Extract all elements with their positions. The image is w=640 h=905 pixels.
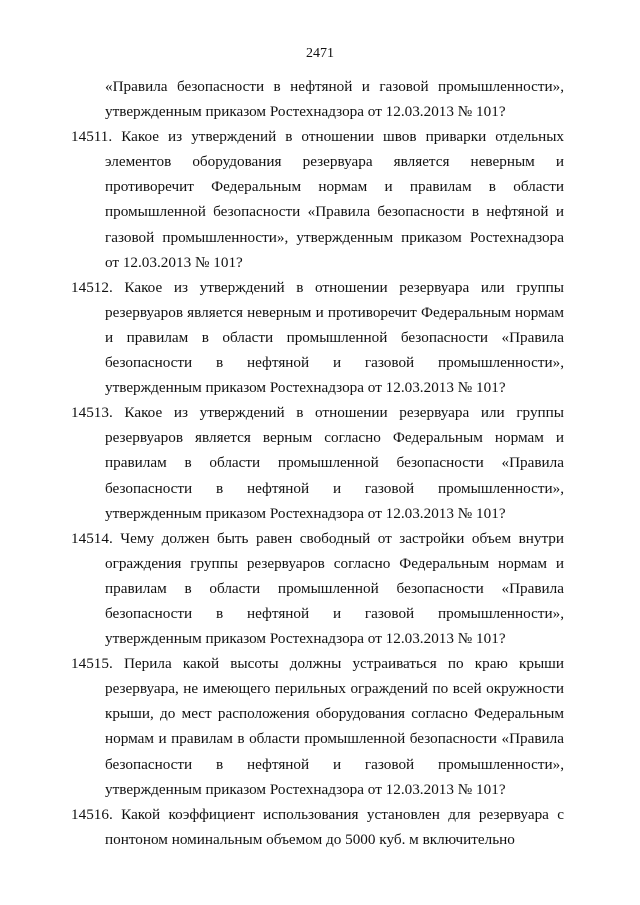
question-text: Перила какой высоты должны устраиваться по краю крыши резервуара, не имеющего перильных ограждений по всей окружности крыши, до мест расположения оборудования согласно Федеральным нормам и правилам в области промышленной безопасности «Правила безопасности в нефтяной и газовой промышленности», утвержденным приказом Ростехнадзора от 12.03.2013 № 101? (105, 655, 564, 798)
question-number: 14513. (71, 404, 113, 422)
question-number: 14515. (71, 655, 113, 673)
question-item (71, 400, 564, 525)
question-list (71, 74, 565, 852)
question-item (71, 651, 564, 802)
continuation-text: «Правила безопасности в нефтяной и газовой промышленности», утвержденным приказом Ростехнадзора от 12.03.2013 № 101? (105, 78, 564, 121)
question-text: Какое из утверждений в отношении резервуара или группы резервуаров является верным согласно Федеральным нормам и правилам в области промышленной безопасности «Правила безопасности в нефтяной и газовой промышленности», утвержденным приказом Ростехнадзора от 12.03.2013 № 101? (105, 404, 564, 522)
question-number: 14514. (71, 529, 113, 547)
question-item (71, 124, 565, 275)
question-item (71, 802, 565, 852)
page-number: 2471 (306, 46, 334, 61)
question-number: 14516. (71, 805, 113, 823)
question-text: Чему должен быть равен свободный от застройки объем внутри ограждения группы резервуаров согласно Федеральным нормам и правилам в области промышленной безопасности «Правила безопасности в нефтяной и газовой промышленности», утвержденным приказом Ростехнадзора от 12.03.2013 № 101? (105, 529, 565, 648)
question-number: 14511. (71, 128, 113, 146)
question-item (71, 526, 565, 651)
question-number: 14512. (71, 278, 113, 296)
question-item (71, 275, 564, 400)
question-text: Какой коэффициент использования установлен для резервуара с понтоном номинальным объемом до 5000 куб. м включительно (105, 805, 565, 848)
question-text: Какое из утверждений в отношении резервуара или группы резервуаров является неверным и противоречит Федеральным нормам и правилам в области промышленной безопасности «Правила безопасности в нефтяной и газовой промышленности», утвержденным приказом Ростехнадзора от 12.03.2013 № 101? (105, 278, 564, 397)
question-text: Какое из утверждений в отношении швов приварки отдельных элементов оборудования резервуара является неверным и противоречит Федеральным нормам и правилам в области промышленной безопасности «Правила безопасности в нефтяной и газовой промышленности», утвержденным приказом Ростехнадзора от 12.03.2013 № 101? (105, 128, 565, 271)
